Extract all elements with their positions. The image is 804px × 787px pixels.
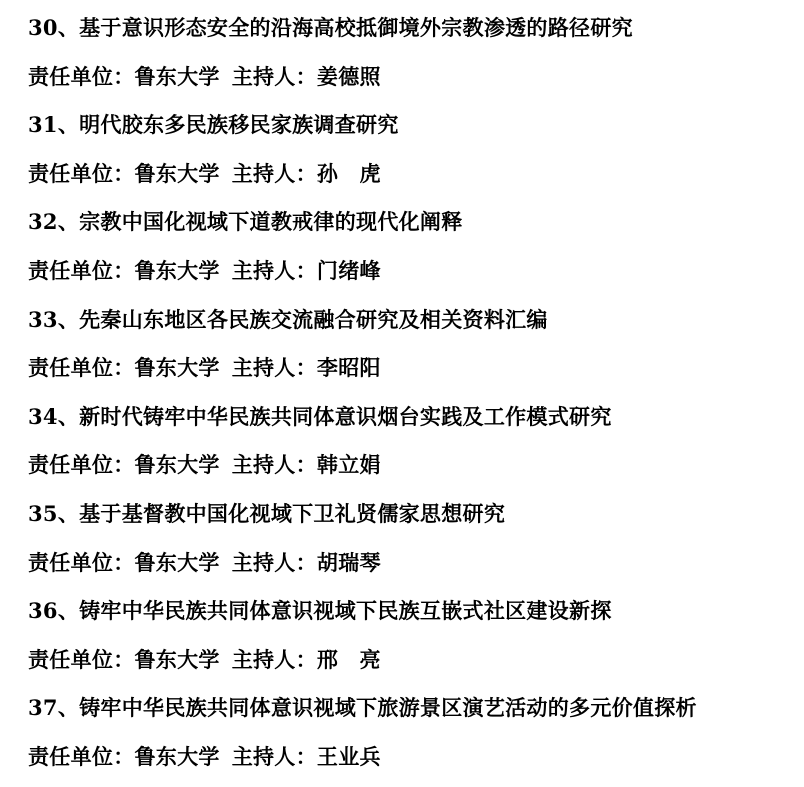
project-meta-line xyxy=(28,251,798,300)
project-title: 36、铸牢中华民族共同体意识视域下民族互嵌式社区建设新探 xyxy=(28,598,612,624)
host-label: 主持人： xyxy=(231,549,317,575)
host-name: 姜德照 xyxy=(316,63,381,89)
project-title: 33、先秦山东地区各民族交流融合研究及相关资料汇编 xyxy=(28,306,548,332)
responsible-unit: 鲁东大学 xyxy=(134,160,220,186)
responsible-unit: 鲁东大学 xyxy=(134,355,220,381)
host-label: 主持人： xyxy=(231,452,317,478)
project-title: 37、铸牢中华民族共同体意识视域下旅游景区演艺活动的多元价值探析 xyxy=(28,695,697,721)
responsible-unit: 鲁东大学 xyxy=(134,743,220,769)
responsible-unit-label: 责任单位： xyxy=(28,160,135,186)
responsible-unit-label: 责任单位： xyxy=(28,63,135,89)
project-meta-line xyxy=(28,154,798,203)
responsible-unit: 鲁东大学 xyxy=(134,63,220,89)
host-name: 邢 亮 xyxy=(316,646,381,672)
responsible-unit-label: 责任单位： xyxy=(28,355,135,381)
responsible-unit: 鲁东大学 xyxy=(134,646,220,672)
project-meta-line xyxy=(28,543,798,592)
project-list-document xyxy=(28,8,798,786)
host-name: 孙 虎 xyxy=(316,160,381,186)
host-name: 韩立娟 xyxy=(316,452,381,478)
project-meta-line xyxy=(28,737,798,786)
project-title: 31、明代胶东多民族移民家族调查研究 xyxy=(28,112,399,138)
responsible-unit-label: 责任单位： xyxy=(28,743,135,769)
project-meta-line xyxy=(28,348,798,397)
project-meta-line xyxy=(28,57,798,106)
project-title: 30、基于意识形态安全的沿海高校抵御境外宗教渗透的路径研究 xyxy=(28,15,633,40)
host-label: 主持人： xyxy=(231,743,317,769)
project-title: 34、新时代铸牢中华民族共同体意识烟台实践及工作模式研究 xyxy=(28,403,612,429)
host-label: 主持人： xyxy=(231,63,317,89)
responsible-unit-label: 责任单位： xyxy=(28,452,135,478)
responsible-unit: 鲁东大学 xyxy=(134,452,220,478)
responsible-unit-label: 责任单位： xyxy=(28,646,135,672)
host-label: 主持人： xyxy=(231,160,317,186)
responsible-unit: 鲁东大学 xyxy=(134,549,220,575)
project-title: 35、基于基督教中国化视域下卫礼贤儒家思想研究 xyxy=(28,500,506,526)
host-name: 王业兵 xyxy=(316,743,381,769)
project-meta-line xyxy=(28,445,798,494)
host-name: 李昭阳 xyxy=(316,355,381,381)
project-meta-line xyxy=(28,640,798,689)
responsible-unit-label: 责任单位： xyxy=(28,549,135,575)
project-title: 32、宗教中国化视域下道教戒律的现代化阐释 xyxy=(28,209,463,235)
host-name: 胡瑞琴 xyxy=(316,549,381,575)
responsible-unit-label: 责任单位： xyxy=(28,257,135,283)
host-label: 主持人： xyxy=(231,257,317,283)
responsible-unit: 鲁东大学 xyxy=(134,257,220,283)
host-label: 主持人： xyxy=(231,355,317,381)
host-name: 门绪峰 xyxy=(316,257,381,283)
host-label: 主持人： xyxy=(231,646,317,672)
